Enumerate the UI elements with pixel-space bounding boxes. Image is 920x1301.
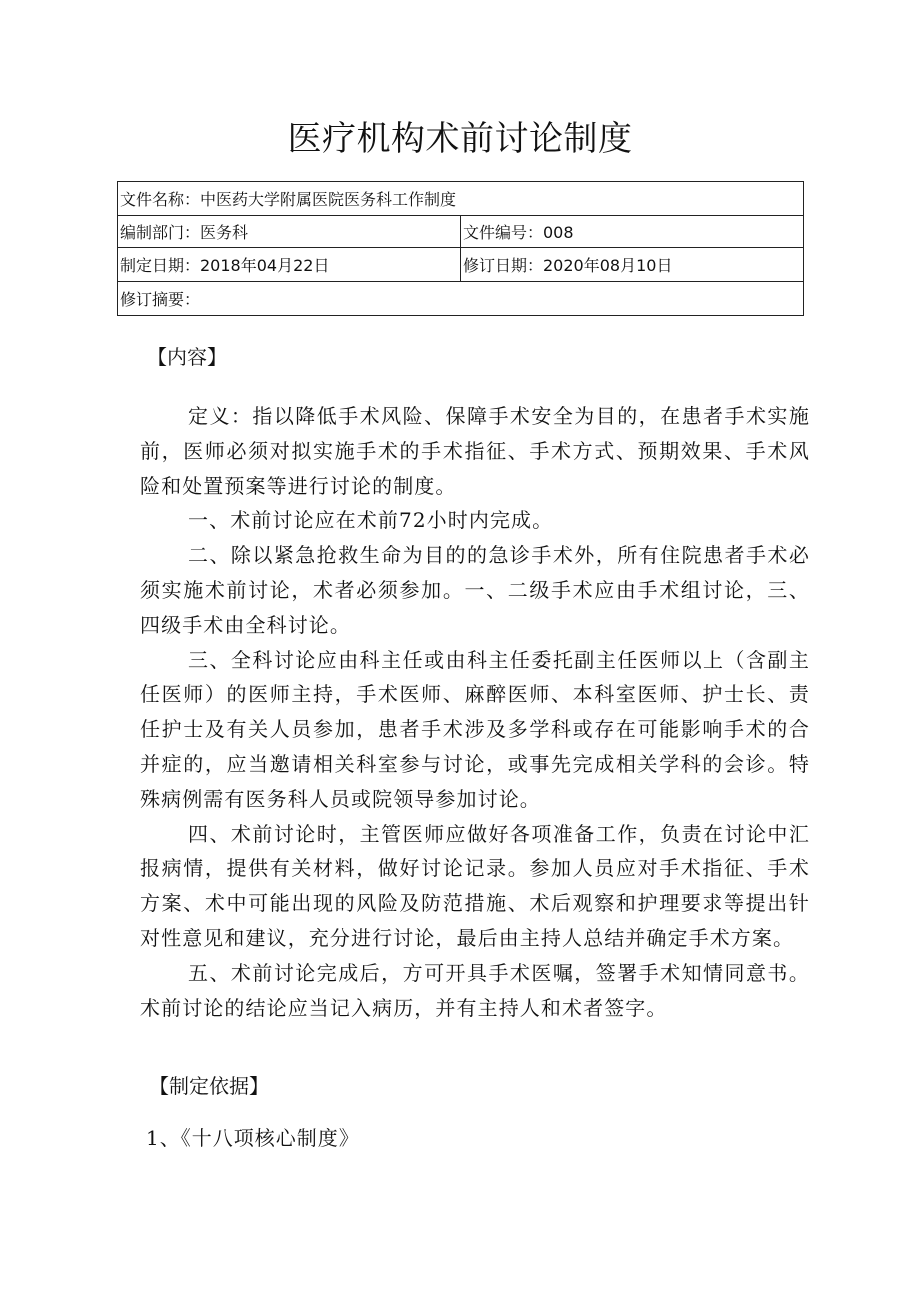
table-row [118, 182, 804, 216]
definition-paragraph: 定义：指以降低手术风险、保障手术安全为目的，在患者手术实施前，医师必须对拟实施手术的手术指征、手术方式、预期效果、手术风险和处置预案等进行讨论的制度。 [140, 404, 810, 498]
rule-paragraph-1: 一、术前讨论应在术前72小时内完成。 [188, 508, 554, 533]
rule-paragraph-4: 四、术前讨论时，主管医师应做好各项准备工作，负责在讨论中汇报病情，提供有关材料，做好讨论记录。参加人员应对手术指征、手术方案、术中可能出现的风险及防范措施、术后观察和护理要求等提出针对性意见和建议，充分进行讨论，最后由主持人总结并确定手术方案。 [140, 821, 810, 950]
basis-list-item: 1、《十八项核心制度》 [146, 1126, 360, 1150]
department-cell: 编制部门：医务科 [118, 216, 461, 248]
document-title: 医疗机构术前讨论制度 [287, 119, 633, 159]
revised-date-cell: 修订日期：2020年08月10日 [461, 248, 804, 282]
file-number-cell: 文件编号：008 [461, 216, 804, 248]
rule-paragraph-5: 五、术前讨论完成后，方可开具手术医嘱，签署手术知情同意书。术前讨论的结论应当记入病历，并有主持人和术者签字。 [140, 960, 810, 1020]
table-row [118, 248, 804, 282]
table-row [118, 216, 804, 248]
content-section-heading: 【内容】 [147, 345, 227, 369]
table-row [118, 282, 804, 316]
revision-summary-cell: 修订摘要： [118, 282, 804, 316]
content-body [140, 399, 810, 1025]
document-info-table [117, 181, 804, 316]
file-name-cell: 文件名称：中医药大学附属医院医务科工作制度 [118, 182, 804, 216]
rule-paragraph-2: 二、除以紧急抢救生命为目的的急诊手术外，所有住院患者手术必须实施术前讨论，术者必须参加。一、二级手术应由手术组讨论，三、四级手术由全科讨论。 [140, 543, 810, 637]
created-date-cell: 制定日期：2018年04月22日 [118, 248, 461, 282]
basis-section-heading: 【制定依据】 [149, 1074, 269, 1098]
rule-paragraph-3: 三、全科讨论应由科主任或由科主任委托副主任医师以上（含副主任医师）的医师主持，手术医师、麻醉医师、本科室医师、护士长、责任护士及有关人员参加，患者手术涉及多学科或存在可能影响手术的合并症的，应当邀请相关科室参与讨论，或事先完成相关学科的会诊。特殊病例需有医务科人员或院领导参加讨论。 [140, 647, 810, 811]
